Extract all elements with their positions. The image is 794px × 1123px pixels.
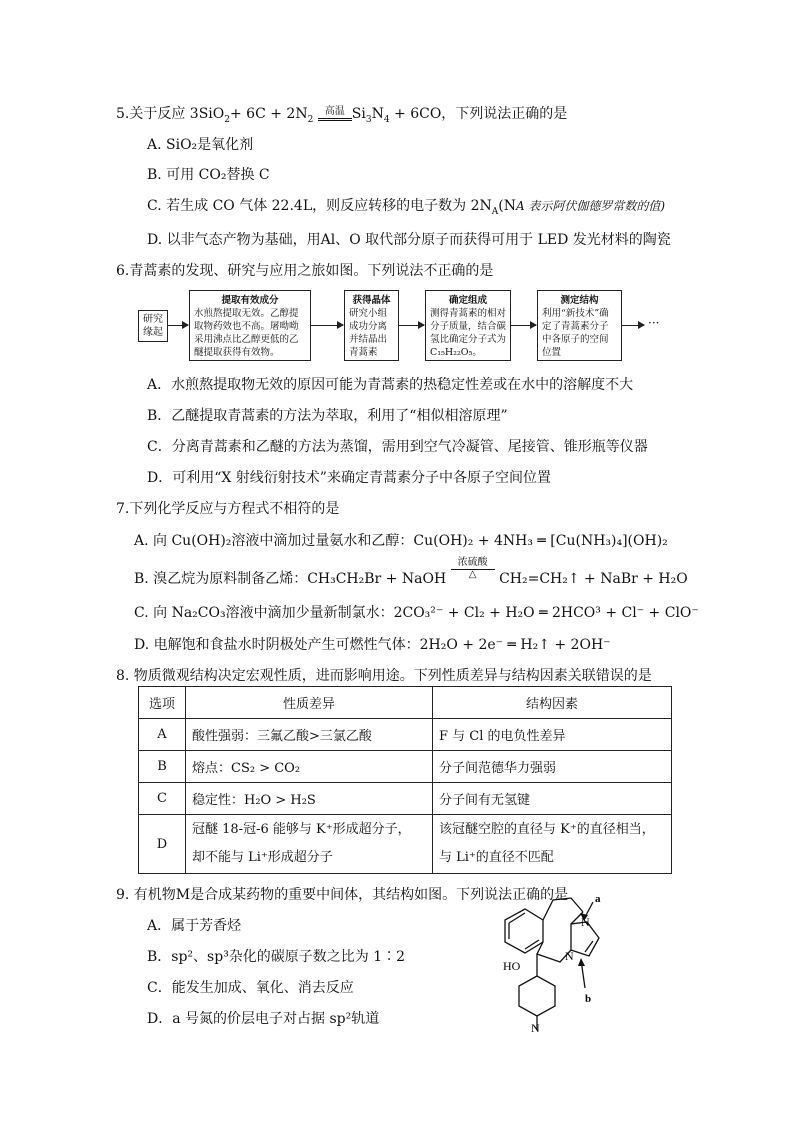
q8-table: [138, 686, 672, 874]
flow-box-extract: 提取有效成分 水煎熬提取无效。乙醇提取物药效也不高。屠呦呦采用沸点比乙醇更低的乙醚提取获得有效物。: [189, 290, 311, 361]
molecule-structure: [475, 892, 675, 1037]
label-n3: N: [531, 1021, 540, 1035]
q7-stem: 7.下列化学反应与方程式不相符的是: [116, 501, 340, 517]
q5-option-c: C. 若生成 CO 气体 22.4L，则反应转移的电子数为 $2N_A(NA$ 表示阿伏伽德罗常数的值): [147, 198, 666, 217]
table-row: D 冠醚 18-冠-6 能够与 K⁺形成超分子， 却不能与 Li⁺形成超分子 该冠醚空腔的直径与 K⁺的直径相当， 与 Li⁺的直径不匹配: [139, 815, 672, 874]
table-row: B 熔点：CS₂ > CO₂ 分子间范德华力强弱: [139, 751, 672, 783]
flow-ellipsis: ···: [648, 316, 660, 330]
q7-option-c: C. 向 Na₂CO₃溶液中滴加少量新制氯水：2CO₃²⁻ + Cl₂ + H₂O ═ 2HCO³ + Cl⁻ + ClO⁻: [134, 605, 699, 621]
flow-arrow-2: [311, 325, 343, 326]
q9-option-a: A．属于芳香烃: [147, 918, 242, 934]
q5-option-a: A. SiO₂是氧化剂: [147, 137, 254, 153]
q5-option-d: D. 以非气态产物为基础，用Al、O 取代部分原子而获得可用于 LED 发光材料的陶瓷: [147, 232, 671, 248]
label-n2: N: [565, 949, 574, 963]
q9-option-c: C．能发生加成、氧化、消去反应: [147, 980, 354, 996]
flow-arrow-4: [511, 325, 536, 326]
flow-box-composition: 确定组成 测得青蒿素的相对分子质量，结合碳氢比确定分子式为C₁₅H₂₂O₅。: [425, 290, 511, 361]
q9-stem: 9. 有机物M是合成某药物的重要中间体，其结构如图。下列说法正确的是: [116, 887, 569, 903]
q5-option-b: B. 可用 CO₂替换 C: [147, 167, 270, 183]
q9-option-b: B．sp²、sp³杂化的碳原子数之比为 1∶2: [147, 949, 406, 965]
q8-stem: 8. 物质微观结构决定宏观性质，进而影响用途。下列性质差异与结构因素关联错误的是: [116, 668, 652, 684]
q7-option-a: A. 向 Cu(OH)₂溶液中滴加过量氨水和乙醇：Cu(OH)₂ + 4NH₃ ═ [Cu(NH₃)₄](OH)₂: [134, 533, 668, 549]
flow-box-structure: 测定结构 利用“新技术”确定了青蒿素分子中各原子的空间位置: [537, 290, 622, 361]
header-option: 选项: [139, 687, 186, 719]
q6-option-a: A．水煎熬提取物无效的原因可能为青蒿素的热稳定性差或在水中的溶解度不大: [147, 377, 634, 393]
q9-option-d: D．a 号氮的价层电子对占据 sp²轨道: [147, 1011, 380, 1027]
flow-start: 研究缘起: [138, 310, 168, 342]
label-b: b: [585, 993, 592, 1005]
q5-stem: 5.关于反应 $3SiO_2+ 6C + 2N_2$ 高温 $Si_3N_4 + 6CO$，下列说法正确的是: [116, 106, 568, 125]
q6-option-b: B．乙醚提取青蒿素的方法为萃取，利用了“相似相溶原理”: [147, 408, 508, 424]
label-a: a: [595, 893, 601, 905]
flow-box-crystal: 获得晶体 研究小组成功分离并结晶出青蒿素: [344, 290, 399, 361]
flow-arrow-5: [622, 325, 644, 326]
label-n1: N: [581, 915, 590, 929]
flow-arrow-3: [399, 325, 424, 326]
reaction-condition-b: 浓硫酸 △: [451, 558, 495, 580]
table-row: C 稳定性：H₂O > H₂S 分子间有无氢键: [139, 783, 672, 815]
flow-arrow-1: [168, 325, 188, 326]
label-ho: HO: [503, 959, 521, 973]
q6-option-c: C．分离青蒿素和乙醚的方法为蒸馏，需用到空气冷凝管、尾接管、锥形瓶等仪器: [147, 439, 648, 455]
table-row: A 酸性强弱：三氟乙酸>三氯乙酸 F 与 Cl 的电负性差异: [139, 719, 672, 751]
table-header: [139, 687, 672, 719]
q6-stem: 6.青蒿素的发现、研究与应用之旅如图。下列说法不正确的是: [116, 263, 494, 279]
header-property: 性质差异: [186, 687, 433, 719]
q6-option-d: D．可利用“X 射线衍射技术”来确定青蒿素分子中各原子空间位置: [147, 470, 551, 486]
q7-option-d: D. 电解饱和食盐水时阴极处产生可燃性气体：2H₂O + 2e⁻ ═ H₂↑ + 2OH⁻: [134, 637, 611, 653]
q7-option-b: B. 溴乙烷为原料制备乙烯：CH₃CH₂Br + NaOH 浓硫酸 △ CH₂=CH₂↑ + NaBr + H₂O: [134, 557, 688, 587]
header-cause: 结构因素: [433, 687, 672, 719]
reaction-condition: 高温: [318, 107, 352, 121]
